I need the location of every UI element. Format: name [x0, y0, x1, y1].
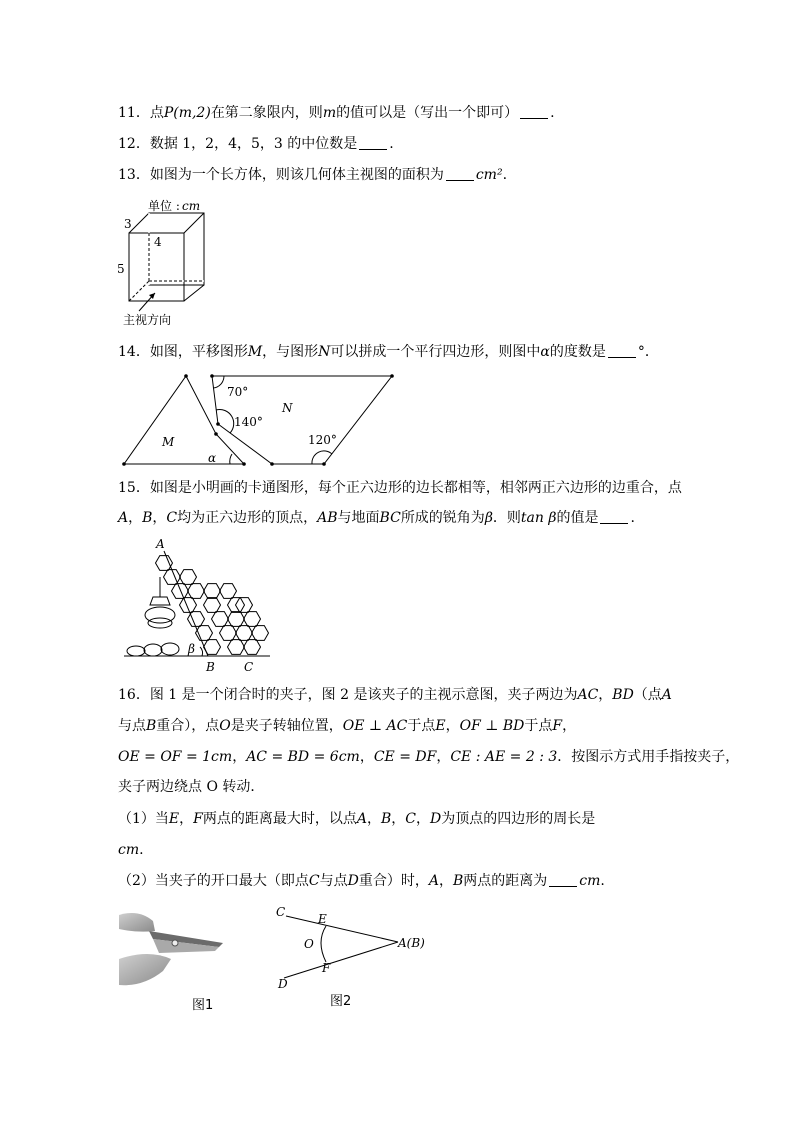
point-O-label: O [304, 937, 314, 951]
variable: BD [612, 687, 634, 703]
text: 两点的距离最大时，以点 [202, 811, 357, 827]
text: ．则 [492, 510, 521, 526]
variable: D [347, 873, 359, 889]
hexagon [220, 584, 237, 599]
text: （点 [633, 687, 662, 703]
point-expression: P(m,2) [163, 105, 211, 121]
angle-70-label: 70° [227, 385, 249, 399]
text: . [502, 167, 508, 183]
question-16-line-2 [118, 716, 576, 736]
hexagon [220, 626, 237, 641]
question-number: 12． [118, 136, 150, 152]
question-15-line-1 [118, 478, 682, 498]
question-16-line-1 [118, 685, 672, 705]
variable: N [318, 344, 331, 360]
clip-pivot [172, 940, 178, 946]
hidden-edge [129, 281, 149, 301]
answer-blank[interactable] [600, 509, 628, 524]
question-number: 13． [118, 167, 150, 183]
expression: CE = DF [373, 749, 437, 765]
variable: E [435, 718, 446, 734]
point-C-label: C [276, 905, 286, 919]
spring-arc [321, 926, 326, 962]
text: 的值可以是（写出一个即可） [336, 105, 519, 121]
shape-N-label: N [282, 401, 293, 415]
variable: C [405, 811, 417, 827]
hexagon [244, 640, 261, 655]
text: . [600, 873, 605, 889]
expression: CE : AE = 2 : 3 [450, 749, 558, 765]
variable: m [322, 105, 337, 121]
text: （1）当 [118, 811, 169, 827]
point-A-label: A [156, 537, 165, 551]
text: ， [232, 749, 247, 765]
shape-M [124, 376, 244, 464]
edge [129, 213, 149, 233]
text: ， [128, 510, 143, 526]
hexagon [212, 612, 229, 627]
variable: D [430, 811, 442, 827]
alpha-label: α [208, 451, 217, 465]
variable: B [453, 873, 464, 889]
point-F-label: F [322, 961, 331, 975]
hexagon [172, 584, 189, 599]
text: 于点 [524, 718, 553, 734]
text: ．按图示方式用手指按夹子， [557, 749, 740, 765]
text: ， [436, 749, 451, 765]
angle-120-label: 120° [308, 433, 337, 447]
variable: A [118, 510, 129, 526]
variable: F [552, 718, 563, 734]
variable: E [168, 811, 180, 827]
text: 与点 [319, 873, 348, 889]
hexagon-cartoon-figure [120, 535, 280, 675]
hexagon [188, 584, 205, 599]
point-B-label: B [206, 660, 215, 674]
text: 的值是 [556, 510, 599, 526]
hexagon [164, 570, 181, 585]
unit: cm [118, 842, 140, 858]
view-direction-label: 主视方向 [123, 313, 172, 327]
variable: AB [317, 510, 338, 526]
text: 与地面 [337, 510, 380, 526]
arm-BD [284, 942, 398, 978]
hexagon [228, 612, 245, 627]
variable: B [142, 510, 153, 526]
stone [161, 643, 179, 655]
text: ，与图形 [262, 344, 319, 360]
question-16-line-4 [118, 777, 264, 797]
unit: cm² [475, 167, 503, 183]
line-AB [164, 551, 208, 656]
hexagon [204, 598, 221, 613]
stone [127, 646, 145, 656]
question-13 [118, 165, 507, 185]
variable: A [661, 687, 672, 703]
back-face [149, 213, 204, 285]
stone [144, 644, 162, 656]
unit-label: 单位 : [148, 199, 180, 213]
point-D-label: D [278, 977, 288, 991]
text: 于点 [407, 718, 436, 734]
question-number: 16． [118, 687, 150, 703]
lamp-top [150, 597, 170, 605]
shape-M-label: M [162, 435, 175, 449]
variable: B [381, 811, 392, 827]
vertex [216, 422, 220, 426]
figure-1-caption: 图1 [192, 998, 214, 1013]
text: ， [598, 687, 613, 703]
text: ， [179, 811, 194, 827]
text: ， [445, 718, 460, 734]
hexagon [180, 598, 197, 613]
question-16-part-1 [118, 809, 595, 829]
answer-blank[interactable] [520, 104, 548, 119]
variable: M [247, 344, 263, 360]
hexagon [252, 626, 269, 641]
text: 是夹子转轴位置， [230, 718, 343, 734]
angle-140-label: 140° [234, 415, 263, 429]
hexagon [204, 584, 221, 599]
hexagon [180, 570, 197, 585]
text: 数据 1，2，4，5，3 的中位数是 [149, 136, 358, 152]
text: 如图是小明画的卡通图形，每个正六边形的边长都相等，相邻两正六边形的边重合，点 [149, 480, 682, 496]
clip-diagram [272, 902, 432, 992]
text: 为顶点的四边形的周长是 [441, 811, 596, 827]
text: °． [637, 344, 659, 360]
variable: C [166, 510, 178, 526]
variable: O [219, 718, 231, 734]
variable: AC [577, 687, 599, 703]
variable: α [540, 344, 550, 360]
text: 两点的距离为 [463, 873, 548, 889]
text: . [630, 510, 635, 526]
vertex [322, 462, 326, 466]
text: 的度数是 [549, 344, 606, 360]
vertex [214, 432, 218, 436]
answer-blank[interactable] [446, 166, 474, 181]
text: 夹子两边绕点 O 转动． [118, 779, 265, 795]
text: 点 [149, 105, 164, 121]
text: . [139, 842, 144, 858]
vertex [122, 462, 126, 466]
text: 如图，平移图形 [149, 344, 248, 360]
hexagon [244, 612, 261, 627]
variable: B [146, 718, 157, 734]
answer-blank[interactable] [549, 872, 577, 887]
text: 如图为一个长方体，则该几何体主视图的面积为 [149, 167, 444, 183]
text: . [550, 105, 555, 121]
point-C-label: C [244, 660, 254, 674]
expression: OE ⊥ AC [342, 718, 408, 734]
question-16-line-3 [118, 747, 739, 767]
hexagon [228, 640, 245, 655]
text: 均为正六边形的顶点， [177, 510, 318, 526]
hexagon [236, 626, 253, 641]
cuboid-figure [115, 193, 225, 328]
figure-2-caption: 图2 [330, 994, 352, 1009]
question-14 [118, 342, 659, 362]
vertex [242, 462, 246, 466]
unit: cm [579, 873, 601, 889]
question-number: 11． [118, 105, 150, 121]
unit-var: cm [182, 199, 201, 213]
text: ， [391, 811, 406, 827]
beta-label: β [188, 642, 195, 656]
question-16-part-2 [118, 871, 605, 891]
answer-blank[interactable] [608, 343, 636, 358]
text: ， [562, 718, 577, 734]
variable: C [308, 873, 320, 889]
vertex [390, 374, 394, 378]
question-11 [118, 103, 555, 123]
vertex [270, 462, 274, 466]
vertex [210, 374, 214, 378]
expression: tan β [520, 510, 557, 526]
question-15-line-2 [118, 508, 635, 528]
edge [184, 285, 204, 301]
text: 在第二象限内，则 [210, 105, 323, 121]
point-AB-label: A(B) [398, 936, 425, 950]
text: ， [359, 749, 374, 765]
text: 所成的锐角为 [400, 510, 485, 526]
text: 可以拼成一个平行四边形，则图中 [330, 344, 541, 360]
variable: F [193, 811, 203, 827]
text: 重合），点 [156, 718, 220, 734]
dim-5: 5 [117, 262, 125, 276]
expression: AC = BD = 6cm [246, 749, 360, 765]
text: 图 1 是一个闭合时的夹子，图 2 是该夹子的主视示意图，夹子两边为 [149, 687, 578, 703]
dim-4: 4 [154, 235, 162, 249]
answer-blank[interactable] [359, 135, 387, 150]
angle-arc-70 [213, 376, 224, 388]
hexagon [156, 556, 173, 571]
text: ， [439, 873, 453, 889]
dim-3: 3 [124, 217, 132, 231]
parallelogram-figure [120, 370, 400, 466]
text: 重合）时， [358, 873, 429, 889]
text: 与点 [118, 718, 146, 734]
question-16-part-1-cont [118, 840, 144, 860]
text: （2）当夹子的开口最大（即点 [118, 873, 309, 889]
text: ， [416, 811, 431, 827]
variable: A [428, 873, 439, 889]
clip-photo [119, 909, 225, 987]
arm-AC [286, 916, 398, 942]
question-number: 14． [118, 344, 150, 360]
text: ， [152, 510, 167, 526]
text: . [389, 136, 394, 152]
text: ， [367, 811, 381, 827]
edge [184, 213, 204, 233]
beta-arc [200, 647, 203, 656]
expression: OE = OF = 1cm [118, 749, 233, 765]
angle-arc-alpha [230, 454, 232, 464]
question-number: 15． [118, 480, 150, 496]
question-12 [118, 134, 394, 154]
variable: A [356, 811, 367, 827]
point-E-label: E [318, 912, 327, 926]
variable: BC [379, 510, 401, 526]
vertex [184, 374, 188, 378]
expression: OF ⊥ BD [459, 718, 525, 734]
variable: β [484, 510, 493, 526]
